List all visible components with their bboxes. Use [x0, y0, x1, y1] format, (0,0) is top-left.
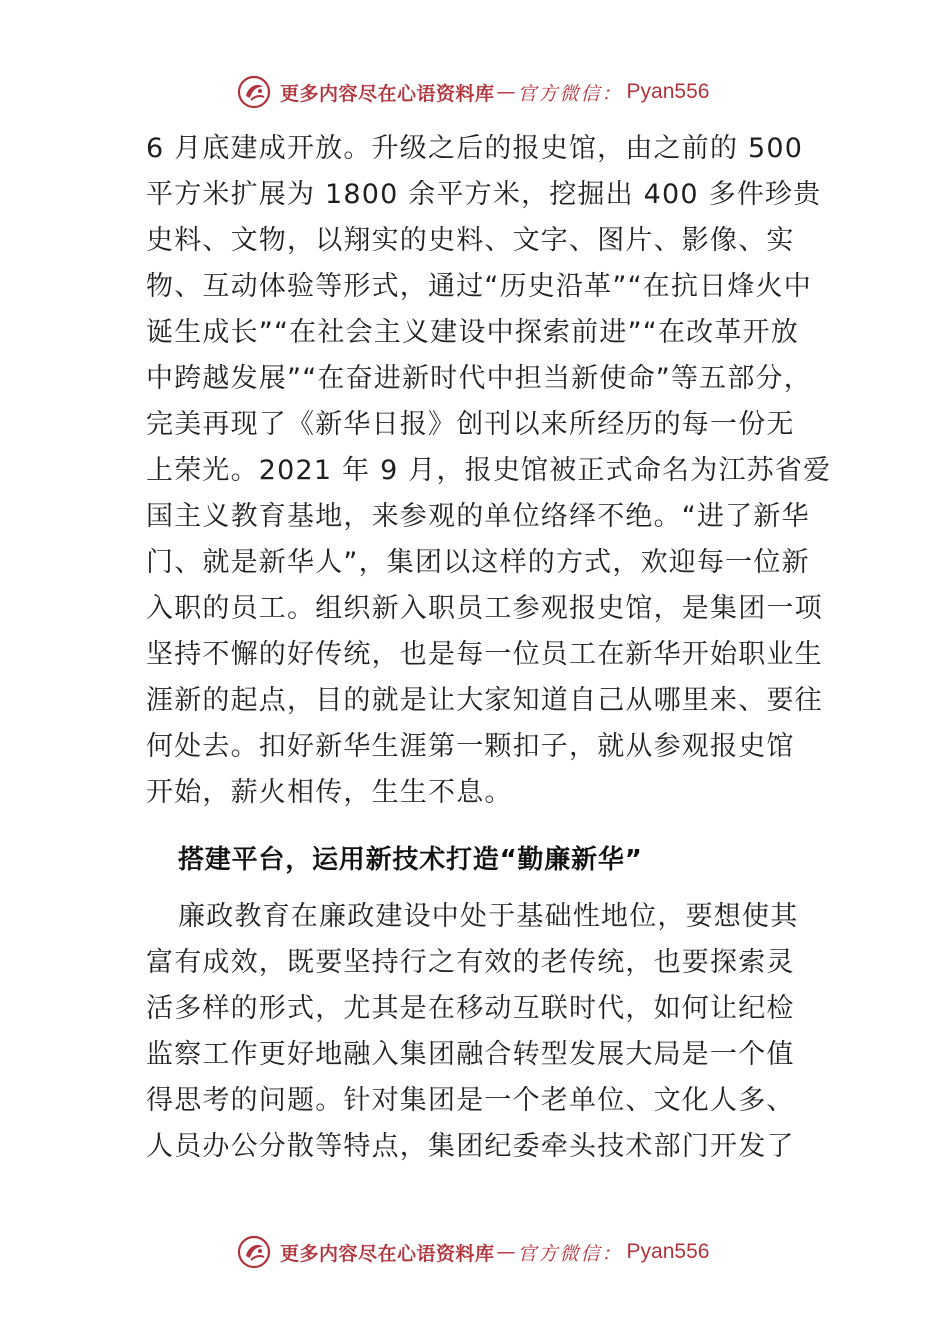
document-body — [146, 126, 832, 1170]
text-line: 完美再现了《新华日报》创刊以来所经历的每一份无 — [146, 409, 795, 440]
text-line: 史料、文物，以翔实的史料、文字、图片、影像、实 — [146, 225, 795, 256]
section-heading: 搭建平台，运用新技术打造“勤廉新华” — [178, 845, 643, 875]
text-line: 何处去。扣好新华生涯第一颗扣子，就从参观报史馆 — [146, 731, 795, 762]
text-line: 廉政教育在廉政建设中处于基础性地位，要想使其 — [178, 901, 799, 932]
banner-wechat-label: 官方微信： — [517, 82, 623, 105]
banner-wechat-id: Pyan556 — [626, 1240, 710, 1263]
paragraph-1 — [146, 126, 832, 816]
text-line: 人员办公分散等特点，集团纪委牵头技术部门开发了 — [146, 1131, 795, 1162]
text-line: 监察工作更好地融入集团融合转型发展大局是一个值 — [146, 1039, 795, 1070]
banner-wechat-id: Pyan556 — [626, 80, 710, 103]
footer-watermark-banner — [236, 1232, 709, 1272]
text-line: 富有成效，既要坚持行之有效的老传统，也要探索灵 — [146, 947, 795, 978]
text-line: 涯新的起点，目的就是让大家知道自己从哪里来、要往 — [146, 685, 823, 716]
banner-promo-text: 更多内容尽在心语资料库 — [280, 1242, 495, 1265]
text-line: 物、互动体验等形式，通过“历史沿革”“在抗日烽火中 — [146, 271, 812, 302]
text-line: 活多样的形式，尤其是在移动互联时代，如何让纪检 — [146, 993, 795, 1024]
header-watermark-banner — [236, 72, 709, 112]
text-line: 入职的员工。组织新入职员工参观报史馆，是集团一项 — [146, 593, 823, 624]
text-line: 中跨越发展”“在奋进新时代中担当新使命”等五部分， — [146, 363, 812, 394]
text-line: 门、就是新华人”，集团以这样的方式，欢迎每一位新 — [146, 547, 810, 578]
text-line: 国主义教育基地，来参观的单位络绎不绝。“进了新华 — [146, 501, 810, 532]
banner-separator: — — [496, 81, 516, 103]
text-line: 诞生成长”“在社会主义建设中探索前进”“在改革开放 — [146, 317, 799, 348]
banner-promo-text: 更多内容尽在心语资料库 — [280, 82, 495, 105]
xinyu-logo-icon — [236, 1234, 272, 1270]
text-line: 6 月底建成开放。升级之后的报史馆，由之前的 500 — [146, 133, 804, 164]
banner-wechat-label: 官方微信： — [517, 1242, 623, 1265]
text-line: 坚持不懈的好传统，也是每一位员工在新华开始职业生 — [146, 639, 823, 670]
text-line: 平方米扩展为 1800 余平方米，挖掘出 400 多件珍贵 — [146, 179, 822, 210]
paragraph-2 — [146, 894, 826, 1170]
banner-separator: — — [496, 1241, 516, 1263]
text-line: 开始，薪火相传，生生不息。 — [146, 777, 513, 808]
xinyu-logo-icon — [236, 74, 272, 110]
text-line: 得思考的问题。针对集团是一个老单位、文化人多、 — [146, 1085, 795, 1116]
text-line: 上荣光。2021 年 9 月，报史馆被正式命名为江苏省爱 — [146, 455, 832, 486]
